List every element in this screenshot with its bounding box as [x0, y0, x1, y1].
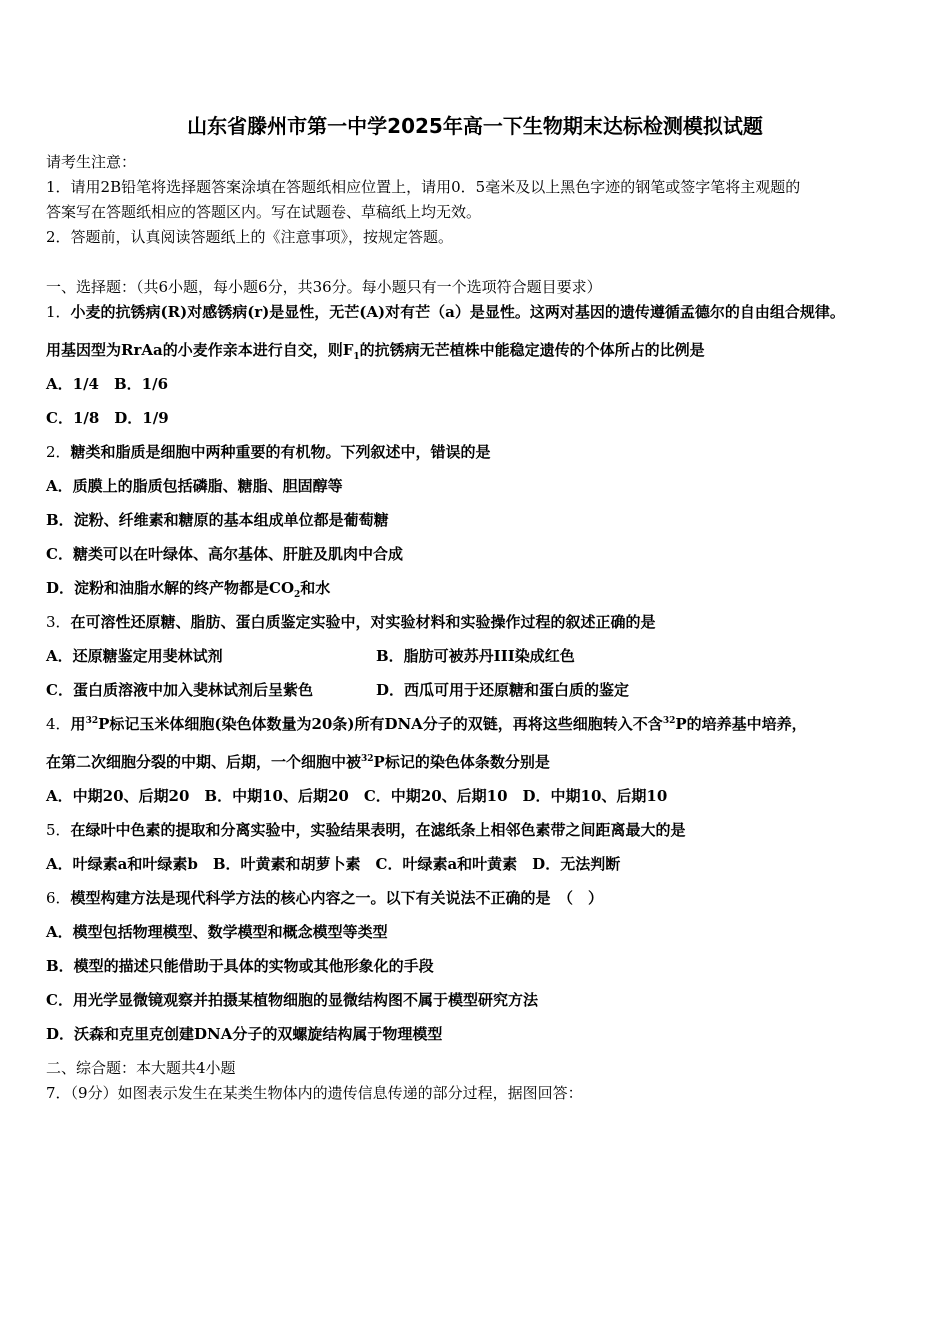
question-1-options-ab: A．1/4 B．1/6	[46, 375, 169, 393]
question-4-stem-b-2: P标记的染色体条数分别是	[373, 753, 550, 771]
question-7-stem-line	[46, 1083, 583, 1103]
notice-item-1-line-1: 1．请用2B铅笔将选择题答案涂填在答题纸相应位置上，请用0．5毫米及以上黑色字迹的钢笔或签字笔将主观题的	[46, 178, 801, 196]
question-4-line-2	[46, 752, 550, 772]
question-7-number: 7．	[46, 1084, 71, 1102]
question-2-option-d-pre: D．淀粉和油脂水解的终产物都是CO	[46, 579, 295, 597]
question-1-stem-b-post: 的抗锈病无芒植株中能稳定遗传的个体所占的比例是	[359, 341, 705, 359]
question-1-line-2	[46, 340, 705, 360]
section-2-heading: 二、综合题：本大题共4小题	[46, 1059, 236, 1077]
question-4-stem-b-1: 在第二次细胞分裂的中期、后期，一个细胞中被	[46, 753, 362, 771]
question-6-option-d: D．沃森和克里克创建DNA分子的双螺旋结构属于物理模型	[46, 1025, 443, 1043]
question-5-stem-line	[46, 820, 686, 840]
question-1-subscript: 1	[353, 352, 360, 362]
question-2-subscript: 2	[294, 590, 301, 600]
question-4-superscript-1: 32	[85, 716, 99, 726]
question-2-stem-line	[46, 442, 491, 462]
question-3-option-d: D．西瓜可用于还原糖和蛋白质的鉴定	[376, 681, 630, 699]
question-6-option-c: C．用光学显微镜观察并拍摄某植物细胞的显微结构图不属于模型研究方法	[46, 991, 538, 1009]
question-3-option-a: A．还原糖鉴定用斐林试剂	[46, 647, 223, 665]
question-2-number: 2．	[46, 443, 71, 461]
question-6-option-a: A．模型包括物理模型、数学模型和概念模型等类型	[46, 923, 388, 941]
question-6-stem: 模型构建方法是现代科学方法的核心内容之一。以下有关说法不正确的是 （ ）	[70, 889, 604, 907]
question-6-number: 6．	[46, 889, 71, 907]
question-1-stem-b-pre: 用基因型为RrAa的小麦作亲本进行自交，则F	[46, 341, 354, 359]
question-4-stem-a-1: 用	[70, 715, 86, 733]
question-2-option-b: B．淀粉、纤维素和糖原的基本组成单位都是葡萄糖	[46, 511, 389, 529]
question-1-number: 1．	[46, 303, 71, 321]
section-1-heading: 一、选择题：（共6小题，每小题6分，共36分。每小题只有一个选项符合题目要求）	[46, 278, 602, 296]
question-6-option-b: B．模型的描述只能借助于具体的实物或其他形象化的手段	[46, 957, 434, 975]
question-3-option-b: B．脂肪可被苏丹III染成红色	[376, 647, 575, 665]
question-3-option-c: C．蛋白质溶液中加入斐林试剂后呈紫色	[46, 681, 313, 699]
question-4-superscript-2: 32	[662, 716, 676, 726]
question-6-stem-line	[46, 888, 603, 908]
question-5-number: 5．	[46, 821, 71, 839]
question-1-options-cd: C．1/8 D．1/9	[46, 409, 169, 427]
question-1-line-1	[46, 302, 845, 322]
question-2-option-d-post: 和水	[300, 579, 331, 597]
question-3-number: 3．	[46, 613, 71, 631]
question-2-option-c: C．糖类可以在叶绿体、高尔基体、肝脏及肌肉中合成	[46, 545, 403, 563]
question-7-stem: （9分）如图表示发生在某类生物体内的遗传信息传递的部分过程，据图回答：	[70, 1084, 583, 1102]
notice-item-2: 2．答题前，认真阅读答题纸上的《注意事项》，按规定答题。	[46, 228, 454, 246]
page-title: 山东省滕州市第一中学2025年高一下生物期末达标检测模拟试题	[187, 114, 763, 138]
question-4-number: 4．	[46, 715, 71, 733]
question-4-stem-a-2: P标记玉米体细胞(染色体数量为20条)所有DNA分子的双链，再将这些细胞转入不含	[98, 715, 663, 733]
question-5-stem: 在绿叶中色素的提取和分离实验中，实验结果表明，在滤纸条上相邻色素带之间距离最大的是	[70, 821, 686, 839]
question-3-options-ab	[46, 646, 906, 666]
question-4-superscript-3: 32	[361, 754, 374, 764]
question-3-options-cd	[46, 680, 906, 700]
question-3-stem-line	[46, 612, 656, 632]
notice-item-1-line-2: 答案写在答题纸相应的答题区内。写在试题卷、草稿纸上均无效。	[46, 203, 482, 221]
notice-heading: 请考生注意：	[46, 153, 137, 171]
question-4-line-1	[46, 714, 807, 734]
question-2-option-d	[46, 578, 330, 598]
question-5-options: A．叶绿素a和叶绿素b B．叶黄素和胡萝卜素 C．叶绿素a和叶黄素 D．无法判断	[46, 855, 621, 873]
question-3-stem: 在可溶性还原糖、脂肪、蛋白质鉴定实验中，对实验材料和实验操作过程的叙述正确的是	[70, 613, 656, 631]
question-2-option-a: A．质膜上的脂质包括磷脂、糖脂、胆固醇等	[46, 477, 343, 495]
question-2-stem: 糖类和脂质是细胞中两种重要的有机物。下列叙述中，错误的是	[70, 443, 491, 461]
question-1-stem-a: 小麦的抗锈病(R)对感锈病(r)是显性，无芒(A)对有芒（a）是显性。这两对基因的遗传遵循孟德尔的自由组合规律。	[70, 303, 845, 321]
question-4-options: A．中期20、后期20 B．中期10、后期20 C．中期20、后期10 D．中期10、后期10	[46, 787, 668, 805]
question-4-stem-a-3: P的培养基中培养，	[675, 715, 807, 733]
